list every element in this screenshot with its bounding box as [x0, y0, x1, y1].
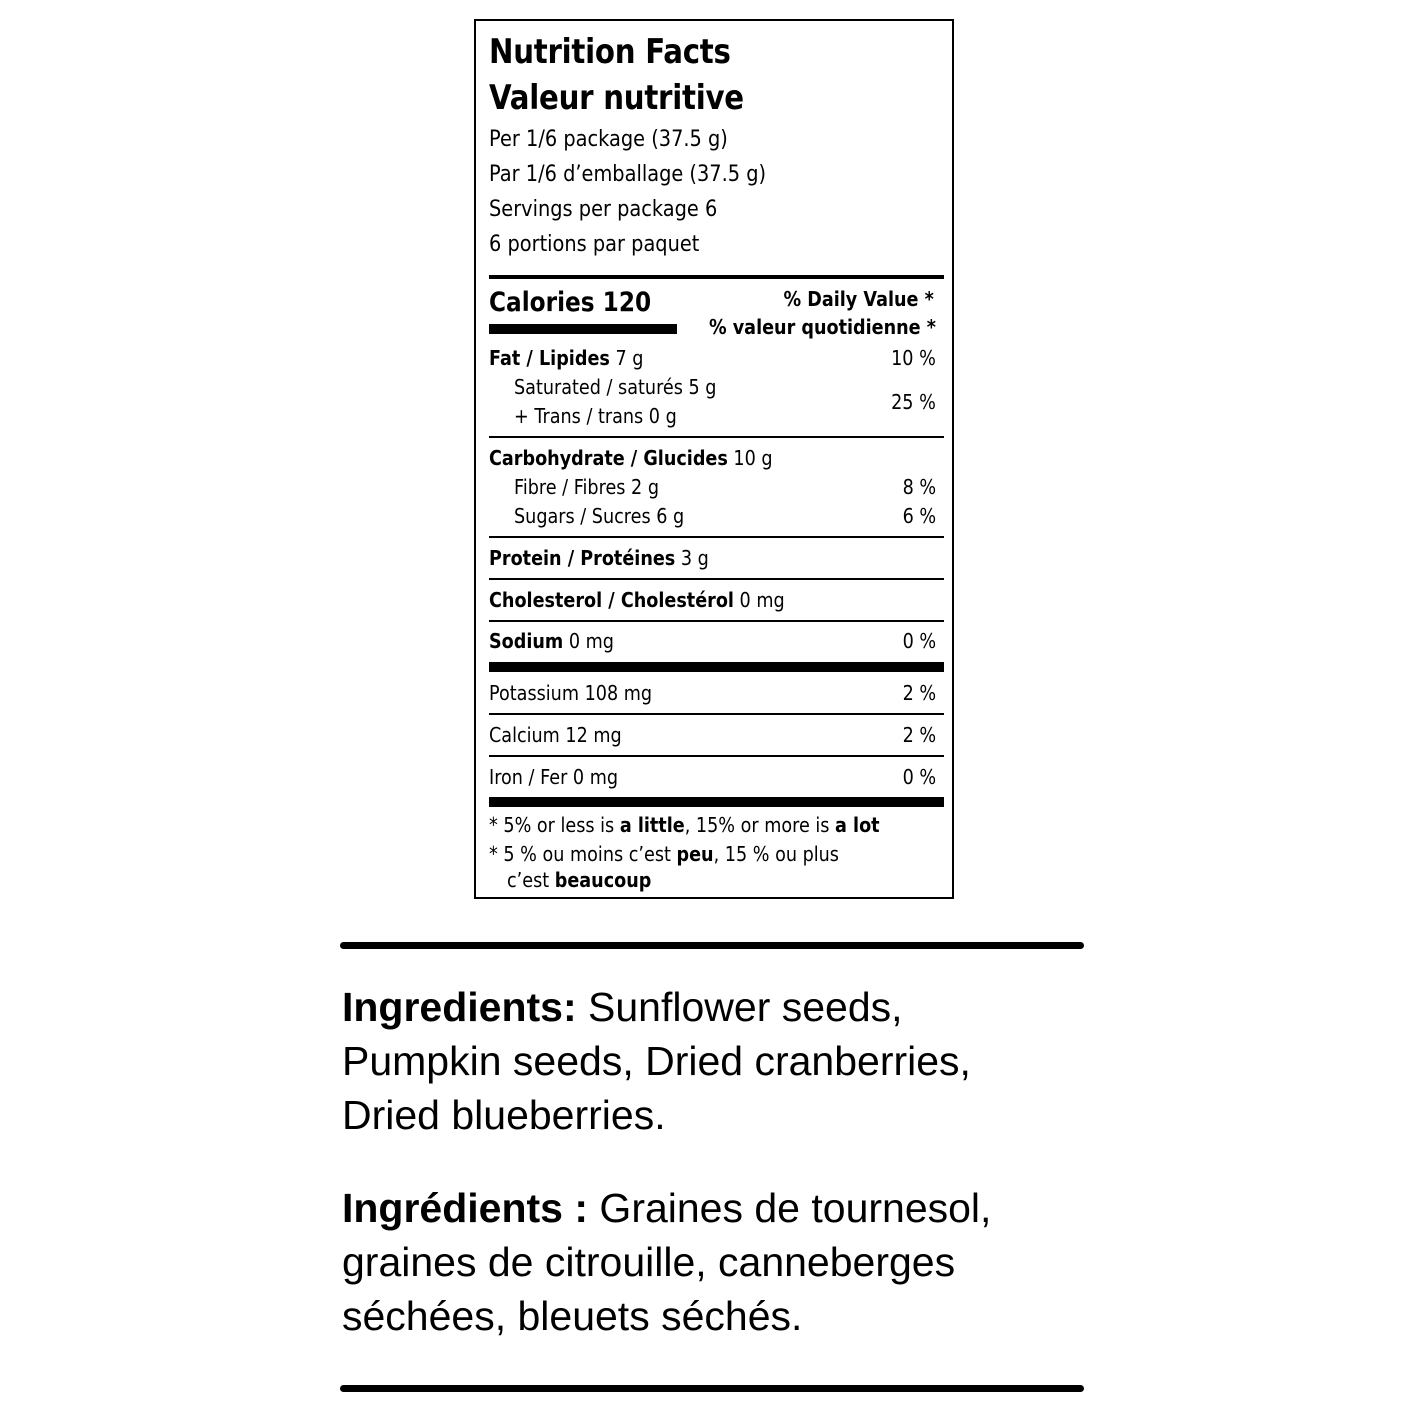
calcium-row: Calcium 12 mg [489, 723, 622, 747]
iron-dv: 0 % [902, 765, 936, 789]
carbohydrate-row: Carbohydrate / Glucides 10 g [489, 446, 773, 470]
fibre-row: Fibre / Fibres 2 g [514, 475, 660, 499]
divider [489, 713, 944, 715]
divider [489, 436, 944, 438]
cholesterol-row: Cholesterol / Cholestérol 0 mg [489, 588, 785, 612]
fat-row: Fat / Lipides 7 g [489, 346, 644, 370]
ingredients-french-line-1: Ingrédients : Graines de tournesol, [342, 1185, 992, 1231]
divider [489, 578, 944, 580]
trans-row: + Trans / trans 0 g [514, 404, 677, 428]
sugars-dv: 6 % [902, 504, 936, 528]
daily-value-header-english: % Daily Value * [783, 287, 934, 311]
header-rule [489, 275, 944, 279]
separator-bottom [340, 1385, 1084, 1392]
sodium-dv: 0 % [902, 629, 936, 653]
calcium-dv: 2 % [902, 723, 936, 747]
title-french: Valeur nutritive [489, 78, 744, 118]
nutrition-facts-table [474, 19, 954, 899]
fat-dv: 10 % [891, 346, 936, 370]
calories: Calories 120 [489, 287, 652, 318]
serving-size-french: Par 1/6 d’emballage (37.5 g) [489, 162, 767, 187]
fibre-dv: 8 % [902, 475, 936, 499]
potassium-dv: 2 % [902, 681, 936, 705]
servings-per-package-english: Servings per package 6 [489, 197, 718, 222]
divider [489, 755, 944, 757]
divider [489, 536, 944, 538]
ingredients-english-line-2: Pumpkin seeds, Dried cranberries, [342, 1038, 971, 1084]
footnote-english: * 5% or less is a little, 15% or more is a lot [489, 813, 880, 837]
thick-divider [489, 662, 944, 672]
footnote-french: * 5 % ou moins c’est peu, 15 % ou plus [489, 842, 839, 866]
saturated-row: Saturated / saturés 5 g [514, 375, 717, 399]
ingredients-french-line-2: graines de citrouille, canneberges [342, 1239, 956, 1285]
sugars-row: Sugars / Sucres 6 g [514, 504, 685, 528]
footnote-french-continued: c’est beaucoup [507, 868, 652, 892]
ingredients-english [342, 980, 1102, 1142]
ingredients-french-line-3: séchées, bleuets séchés. [342, 1293, 803, 1339]
sodium-row: Sodium 0 mg [489, 629, 614, 653]
iron-row: Iron / Fer 0 mg [489, 765, 619, 789]
servings-per-package-french: 6 portions par paquet [489, 232, 700, 257]
saturated-trans-dv: 25 % [891, 390, 936, 414]
serving-size-english: Per 1/6 package (37.5 g) [489, 127, 728, 152]
separator-top [340, 942, 1084, 949]
calories-bar [489, 324, 677, 334]
daily-value-header-french: % valeur quotidienne * [709, 315, 936, 339]
ingredients-english-line-3: Dried blueberries. [342, 1092, 666, 1138]
protein-row: Protein / Protéines 3 g [489, 546, 709, 570]
potassium-row: Potassium 108 mg [489, 681, 653, 705]
divider [489, 620, 944, 622]
ingredients-french [342, 1181, 1102, 1343]
thick-divider [489, 797, 944, 807]
ingredients-english-line-1: Ingredients: Sunflower seeds, [342, 984, 903, 1030]
title-english: Nutrition Facts [489, 32, 731, 72]
